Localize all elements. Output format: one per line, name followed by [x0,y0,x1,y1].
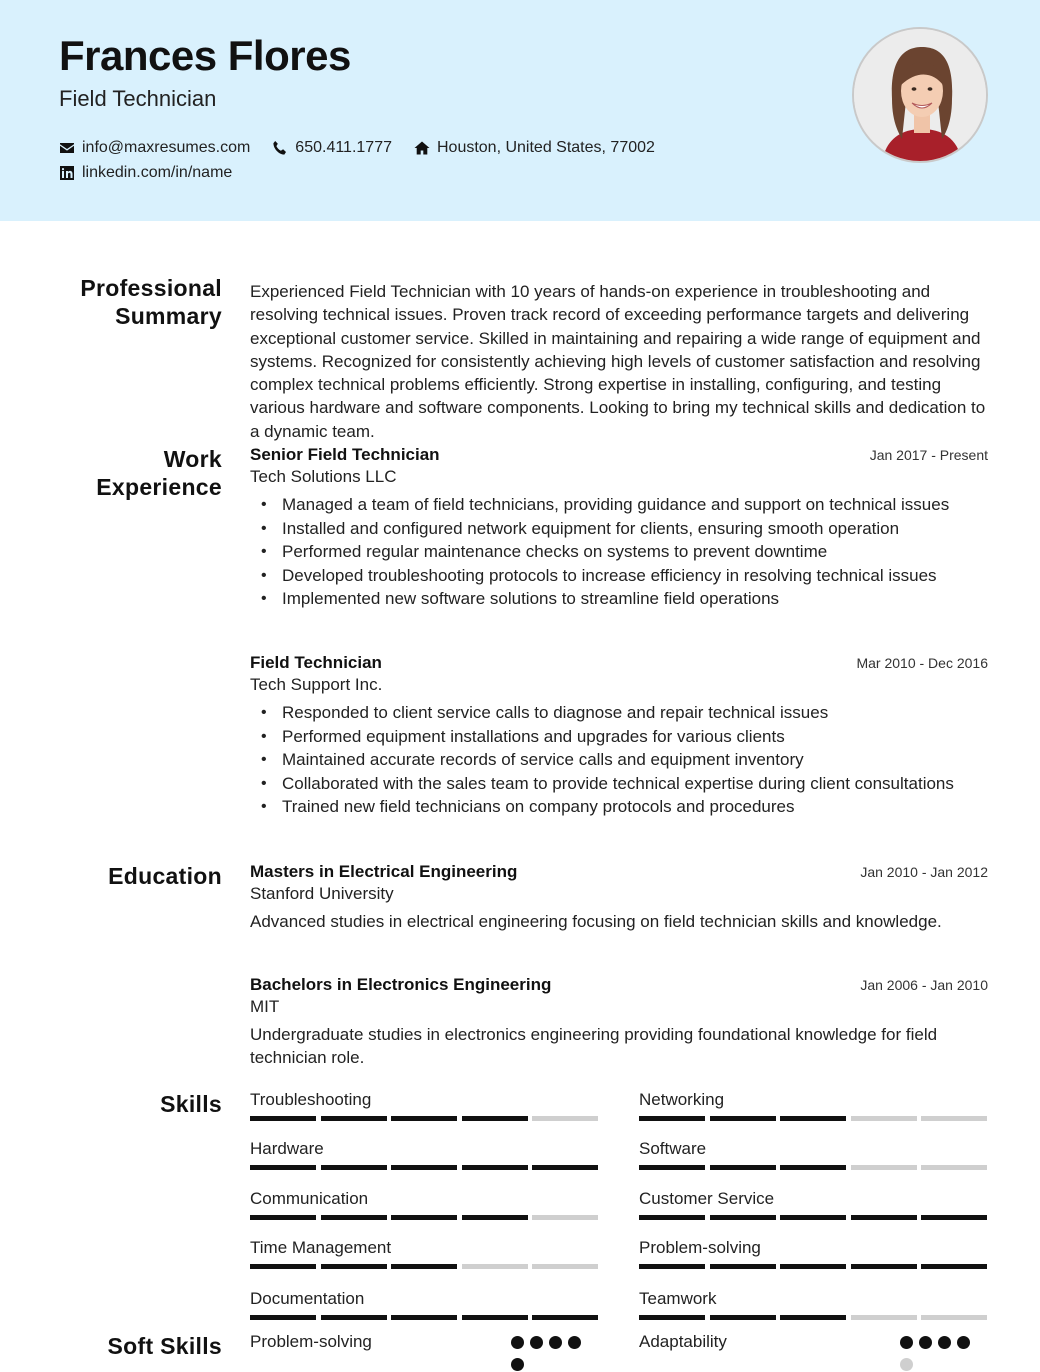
envelope-icon [59,140,75,156]
skill-bar-segment [639,1215,705,1220]
summary-section [250,280,988,443]
skill-item [250,1139,598,1170]
rating-dot [511,1358,524,1371]
education-date: Jan 2006 - Jan 2010 [860,977,988,993]
skill-item [250,1189,598,1220]
experience-label-line2: Experience [96,474,222,500]
skill-bar-segment [639,1315,705,1320]
skill-item [639,1189,987,1220]
skill-bar-segment [639,1165,705,1170]
home-icon [414,140,430,156]
skill-name: Communication [250,1189,369,1208]
skill-bar-segment [321,1116,387,1121]
skill-bar-segment [462,1215,528,1220]
education-description: Undergraduate studies in electronics engineering providing foundational knowledge for field technician role. [250,1025,938,1068]
skill-bar [639,1315,987,1320]
skill-bar-segment [921,1165,987,1170]
section-label-education: Education [108,863,222,889]
job-company: Tech Support Inc. [250,675,383,694]
skill-bar-segment [250,1264,316,1269]
skill-name: Time Management [250,1238,392,1257]
section-label-soft-skills: Soft Skills [107,1333,222,1359]
skill-bar-segment [710,1215,776,1220]
phone-text: 650.411.1777 [295,139,392,156]
candidate-name: Frances Flores [59,32,351,79]
soft-skill-item [250,1332,598,1372]
skill-bar-segment [391,1116,457,1121]
rating-dot [568,1336,581,1349]
skill-bar-segment [851,1116,917,1121]
job-bullet: • Developed troubleshooting protocols to increase efficiency in resolving technical issues [250,564,988,588]
job-date: Jan 2017 - Present [869,447,988,463]
skill-bar [639,1215,987,1220]
soft-skill-name: Adaptability [639,1332,727,1351]
contact-location [414,139,655,157]
summary-label-line1: Professional [80,275,222,301]
skill-bar [639,1264,987,1269]
skill-bar-segment [462,1116,528,1121]
resume-header [0,0,1040,221]
contact-row-secondary [59,164,254,182]
job-bullet: • Collaborated with the sales team to provide technical expertise during client consultations [250,772,988,796]
job-entry [250,653,988,819]
skill-bar [639,1116,987,1121]
experience-label-line1: Work [163,446,222,472]
job-entry-head [250,653,988,673]
skill-bar [250,1264,598,1269]
skill-bar-segment [710,1315,776,1320]
linkedin-text: linkedin.com/in/name [82,164,233,181]
skill-name: Software [639,1139,707,1158]
job-bullet: • Implemented new software solutions to streamline field operations [250,587,988,611]
rating-dot [957,1336,970,1349]
summary-label-line2: Summary [115,303,222,329]
job-entry [250,445,988,611]
skill-bar-segment [710,1116,776,1121]
contact-phone[interactable] [272,139,392,157]
skill-item [250,1289,598,1320]
skill-bar-segment [639,1116,705,1121]
job-bullets [250,493,988,611]
skill-bar-segment [921,1116,987,1121]
skill-name: Hardware [250,1139,324,1158]
education-school: MIT [250,997,280,1016]
skill-bar-segment [851,1215,917,1220]
education-entry [250,975,988,1070]
education-degree: Masters in Electrical Engineering [250,862,518,881]
education-date: Jan 2010 - Jan 2012 [860,864,988,880]
contact-row-primary [59,139,677,157]
skill-bar-segment [250,1165,316,1170]
job-bullets [250,701,988,819]
skill-item [639,1090,987,1121]
skill-bar [250,1315,598,1320]
skill-bar-segment [250,1315,316,1320]
skill-bar-segment [851,1315,917,1320]
skill-bar [250,1215,598,1220]
skill-name: Troubleshooting [250,1090,372,1109]
job-title: Field Technician [250,653,382,672]
skill-bar-segment [921,1315,987,1320]
education-description: Advanced studies in electrical engineering focusing on field technician skills and knowledge. [250,912,942,931]
skill-bar-segment [780,1215,846,1220]
skill-bar-segment [710,1165,776,1170]
rating-dot [530,1336,543,1349]
skill-bar-segment [780,1315,846,1320]
skill-item [639,1139,987,1170]
job-entry-head [250,445,988,465]
soft-skill-name: Problem-solving [250,1332,372,1351]
skill-name: Customer Service [639,1189,775,1208]
skill-bar-segment [250,1215,316,1220]
job-bullet: • Managed a team of field technicians, providing guidance and support on technical issues [250,493,988,517]
skill-bar-segment [391,1315,457,1320]
skill-bar-segment [921,1264,987,1269]
skill-bar-segment [321,1264,387,1269]
skill-bar-segment [391,1264,457,1269]
skill-bar-segment [321,1165,387,1170]
soft-skill-dots [900,1336,980,1372]
job-bullet: • Installed and configured network equipment for clients, ensuring smooth operation [250,517,988,541]
education-entry-head [250,862,988,882]
profile-photo-image [854,29,988,163]
job-date: Mar 2010 - Dec 2016 [856,655,988,671]
skill-bar-segment [462,1315,528,1320]
skill-name: Documentation [250,1289,365,1308]
summary-text: Experienced Field Technician with 10 years of hands-on experience in troubleshooting and resolving technical issues. Proven track record of exceeding performance targets and delivering exceptional customer service. Skilled in maintaining and repairing a wide range of equipment and systems. Recognized for consistently achieving high levels of customer satisfaction and resolving complex technical problems efficiently. Strong expertise in installing, configuring, and testing various hardware and software components. Looking to bring my technical skills and dedication to a dynamic team. [250,282,986,441]
skill-item [639,1289,987,1320]
skill-bar-segment [391,1165,457,1170]
skill-bar-segment [391,1215,457,1220]
job-bullet: • Performed equipment installations and upgrades for various clients [250,725,988,749]
email-text: info@maxresumes.com [82,139,251,156]
rating-dot [938,1336,951,1349]
skill-bar-segment [250,1116,316,1121]
education-degree: Bachelors in Electronics Engineering [250,975,552,994]
skill-bar-segment [639,1264,705,1269]
rating-dot [900,1358,913,1371]
soft-skill-item [639,1332,987,1372]
rating-dot [511,1336,524,1349]
skill-bar-segment [321,1315,387,1320]
location-text: Houston, United States, 77002 [436,139,655,156]
skill-bar-segment [851,1264,917,1269]
rating-dot [900,1336,913,1349]
skill-item [250,1238,598,1269]
skill-item [639,1238,987,1269]
soft-skill-dots [511,1336,591,1372]
education-entry-head [250,975,988,995]
skill-bar-segment [321,1215,387,1220]
skill-bar-segment [780,1264,846,1269]
education-school: Stanford University [250,884,394,903]
skill-bar-segment [532,1315,598,1320]
contact-email[interactable] [59,139,250,157]
skill-bar [639,1165,987,1170]
rating-dot [919,1336,932,1349]
skill-bar-segment [710,1264,776,1269]
skill-bar-segment [462,1165,528,1170]
section-label-summary [80,274,222,330]
rating-dot [549,1336,562,1349]
job-bullet: • Responded to client service calls to diagnose and repair technical issues [250,701,988,725]
skill-bar-segment [780,1165,846,1170]
skill-name: Problem-solving [639,1238,761,1257]
skill-item [250,1090,598,1121]
contact-linkedin[interactable] [59,164,232,182]
job-bullet: • Performed regular maintenance checks on systems to prevent downtime [250,540,988,564]
skill-bar-segment [921,1215,987,1220]
linkedin-icon [59,165,75,181]
skill-bar [250,1116,598,1121]
section-label-skills: Skills [160,1091,222,1117]
skill-bar-segment [532,1116,598,1121]
section-label-experience [96,445,222,501]
job-title: Senior Field Technician [250,445,440,464]
skill-name: Networking [639,1090,725,1109]
skill-bar-segment [851,1165,917,1170]
candidate-title: Field Technician [59,86,217,111]
skill-bar-segment [462,1264,528,1269]
skill-bar-segment [532,1165,598,1170]
job-company: Tech Solutions LLC [250,467,397,486]
profile-photo [852,27,988,163]
skill-bar-segment [532,1215,598,1220]
skill-bar [250,1165,598,1170]
phone-icon [272,140,288,156]
education-entry [250,862,988,933]
job-bullet: • Maintained accurate records of service calls and equipment inventory [250,748,988,772]
skill-bar-segment [780,1116,846,1121]
job-bullet: • Trained new field technicians on company protocols and procedures [250,795,988,819]
skill-bar-segment [532,1264,598,1269]
skill-name: Teamwork [639,1289,717,1308]
